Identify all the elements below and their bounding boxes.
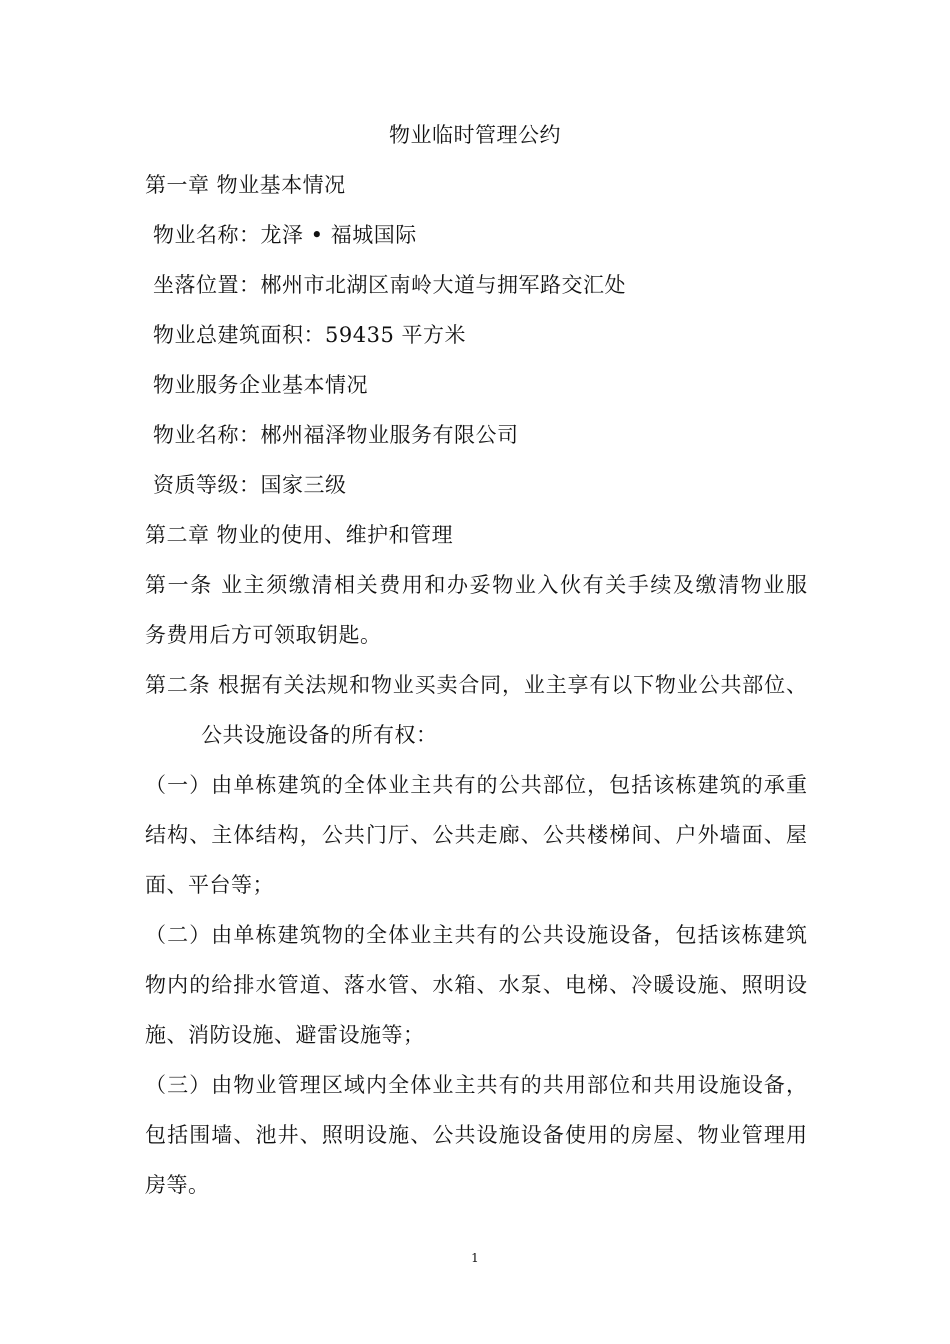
qualification-level: 资质等级：国家三级 bbox=[153, 473, 347, 497]
document-title: 物业临时管理公约 bbox=[389, 123, 561, 147]
property-name: 物业名称：龙泽 • 福城国际 bbox=[153, 223, 417, 247]
paragraph-line: （三）由物业管理区域内全体业主共有的共用部位和共用设施设备， bbox=[145, 1073, 807, 1097]
chapter-heading: 第一章 物业基本情况 bbox=[145, 173, 346, 197]
company-name: 物业名称：郴州福泽物业服务有限公司 bbox=[153, 423, 519, 447]
paragraph-line: 结构、主体结构，公共门厅、公共走廊、公共楼梯间、户外墙面、屋 bbox=[145, 823, 807, 847]
paragraph-line: 面、平台等； bbox=[145, 873, 274, 897]
property-location: 坐落位置：郴州市北湖区南岭大道与拥军路交汇处 bbox=[153, 273, 626, 297]
paragraph-line: 第一条 业主须缴清相关费用和办妥物业入伙有关手续及缴清物业服 bbox=[145, 573, 807, 597]
paragraph-line: （一）由单栋建筑的全体业主共有的公共部位，包括该栋建筑的承重 bbox=[145, 773, 807, 797]
paragraph-line: 物内的给排水管道、落水管、水箱、水泵、电梯、冷暖设施、照明设 bbox=[145, 973, 807, 997]
paragraph-line: 公共设施设备的所有权： bbox=[201, 723, 438, 747]
paragraph-line: 施、消防设施、避雷设施等； bbox=[145, 1023, 425, 1047]
chapter-heading: 第二章 物业的使用、维护和管理 bbox=[145, 523, 454, 547]
property-area: 物业总建筑面积：59435 平方米 bbox=[153, 323, 466, 347]
paragraph-line: 房等。 bbox=[145, 1173, 210, 1197]
page-number: 1 bbox=[471, 1251, 479, 1265]
paragraph-line: 第二条 根据有关法规和物业买卖合同，业主享有以下物业公共部位、 bbox=[145, 673, 807, 697]
paragraph-line: 务费用后方可领取钥匙。 bbox=[145, 623, 382, 647]
paragraph-line: （二）由单栋建筑物的全体业主共有的公共设施设备，包括该栋建筑 bbox=[145, 923, 807, 947]
paragraph-line: 包括围墙、池井、照明设施、公共设施设备使用的房屋、物业管理用 bbox=[145, 1123, 807, 1147]
service-company-heading: 物业服务企业基本情况 bbox=[153, 373, 368, 397]
